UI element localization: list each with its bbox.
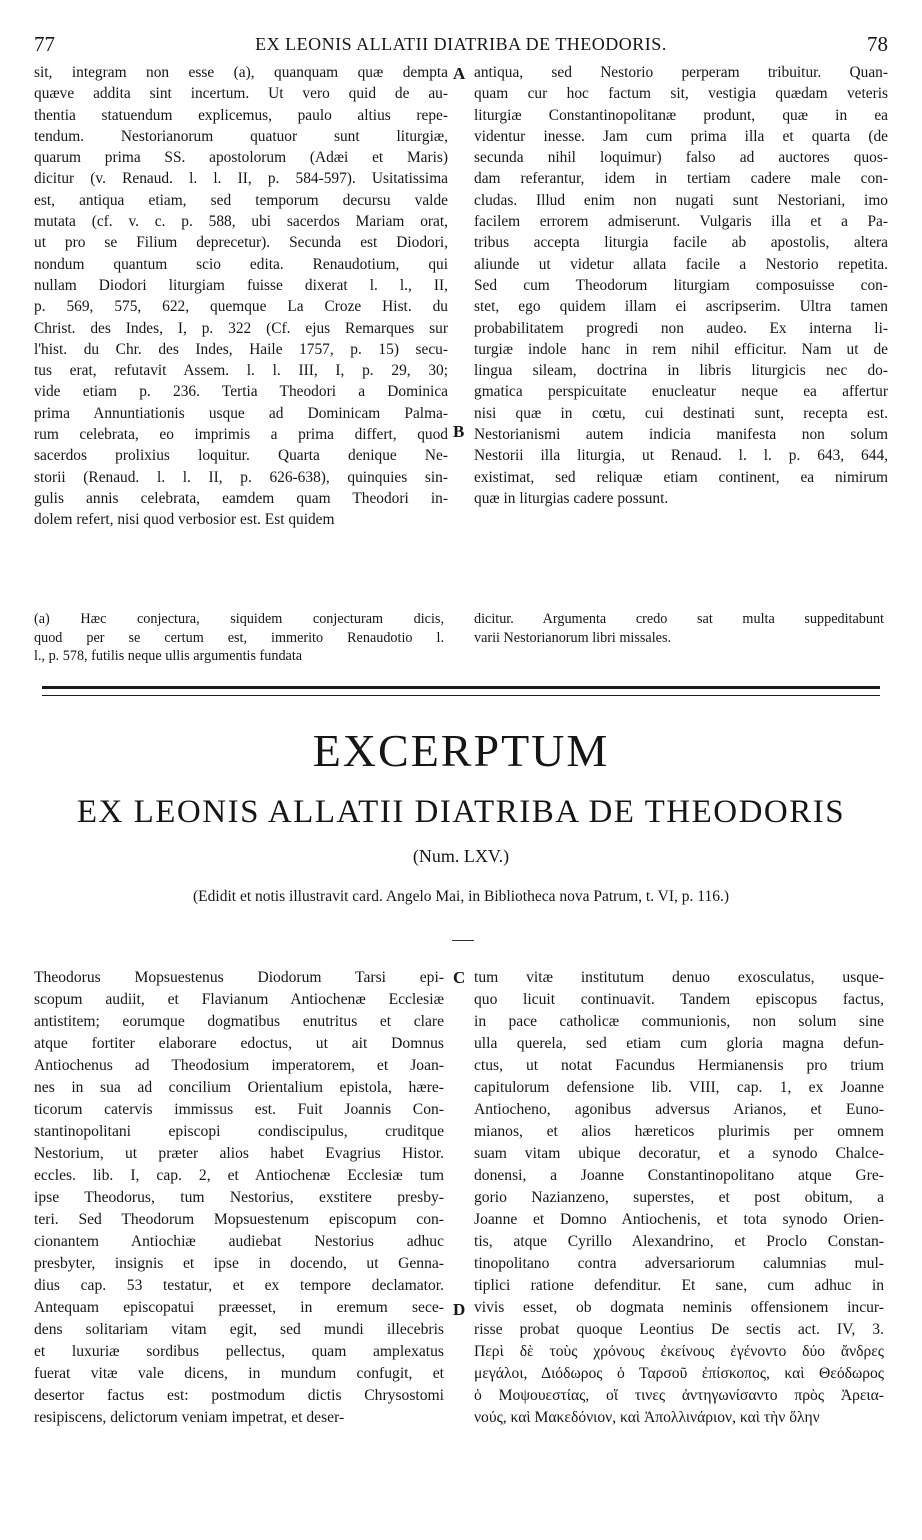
text-line: atque fortiter elaborare edoctus, ut ait Domnus [34,1035,444,1052]
text-line: in pace catholicæ communionis, non solum sine [474,1013,884,1030]
text-line: quæve addita sint incertum. Ut vero quid de au- [34,85,448,103]
text-line: cludas. Illud enim non nugati sunt Nestoriani, imo [474,191,888,209]
text-line: ulla querela, sed etiam cum gloria magna defun- [474,1035,884,1052]
text-line: thentia statuendum explicemus, paulo altius repe- [34,106,448,124]
text-line: resipiscens, delictorum veniam impetrat, et deser- [34,1409,345,1426]
section-subtitle: EX LEONIS ALLATII DIATRIBA DE THEODORIS [76,794,846,830]
text-line: dicitur. Argumenta credo sat multa suppeditabunt [474,611,884,627]
text-line: quo licuit continuavit. Tandem episcopus factus, [474,991,884,1008]
text-line: suam vitam ubique decoratur, et a synodo Chalce- [474,1145,884,1162]
text-line: p. 569, 575, 622, quemque La Croze Hist. du [34,298,448,316]
section-number: (Num. LXV.) [412,846,510,866]
text-line: l'hist. du Chr. des Indes, Haile 1757, p. 15) secu- [34,340,448,358]
text-line: antiqua, sed Nestorio perperam tribuitur. Quan- [474,64,888,81]
text-line: Antequam episcopatui præesset, in eremum sece- [34,1299,444,1316]
text-line: quarum prima SS. apostolorum (Adæi et Maris) [34,149,448,167]
text-line: dam referantur, idem in tertiam cadere male con- [474,170,888,188]
text-line: dius cap. 53 testatur, et ex tempore declamator. [34,1277,444,1294]
text-line: ctus, ut notat Facundus Hermianensis pro trium [474,1057,884,1074]
running-title: EX LEONIS ALLATII DIATRIBA DE THEODORIS. [255,34,667,54]
text-line: l., p. 578, futilis neque ullis argumentis fundata [34,648,303,664]
text-line: capitulorum defensione lib. VIII, cap. 1, ex Joanne [474,1079,884,1096]
text-line: ticorum catervis immissus est. Fuit Joannis Con- [34,1101,444,1118]
text-line: secunda nihil loquimur) falso ad auctores quos- [474,149,888,167]
text-line: desertor factus est: postmodum dictis Chrysostomi [34,1387,444,1404]
text-line: stantinopolitani episcopi condiscipulus, cruditque [34,1123,444,1140]
text-line: Nestorii illa liturgia, ut Renaud. l. l. p. 643, 644, [474,447,888,465]
running-header [34,32,888,58]
text-line: vide etiam p. 236. Tertia Theodori a Dominica [34,383,448,401]
footnote-right [474,610,884,647]
text-line: stet, ego quidem illam ei ascripserim. Ultra tamen [474,298,888,316]
text-line: varii Nestorianorum libri missales. [474,629,672,646]
text-line: antistitem; eorumque dogmatibus enutritus et clare [34,1013,444,1030]
text-line: lingua sileam, doctrina in libris liturgicis nec do- [474,362,888,380]
margin-letter-d: D [453,1300,466,1319]
text-line: Nestorium, ut præter alios habet Evagrius Histor. [34,1145,444,1162]
text-line: cionantem Antiochiæ audiebat Nestorius adhuc [34,1233,444,1250]
text-line: fuerat vitæ vale dicens, in mundum confugit, et [34,1365,444,1382]
margin-letter-c: C [453,968,466,987]
text-line: Antiocheno, agonibus adversus Arianos, et Euno- [474,1101,884,1118]
text-line: tum vitæ institutum denuo exosculatus, usque- [474,969,884,986]
text-line: νούς, καὶ Μακεδόνιον, καὶ Ἀπολλινάριον, καὶ τὴν ὅλην [474,1409,820,1426]
text-line: aliunde ut videtur allata facile a Nestorio repetita. [474,255,888,273]
text-line: mutata (cf. v. c. p. 588, ubi sacerdos Mariam orat, [34,213,448,231]
text-line: quam cur hoc factum sit, vestigia quædam veteris [474,85,888,103]
margin-letter-b: B [453,422,465,441]
text-line: sit, integram non esse (a), quanquam quæ dempta [34,64,448,81]
text-line: facilem errorem admiserunt. Vulgaris illa et a Pa- [474,213,888,231]
text-line: existimat, sed reliquæ etiam continent, ea nimirum [474,468,888,486]
text-line: storii (Renaud. l. l. II, p. 626-638), quinquies sin- [34,468,448,486]
text-line: nullam Diodori liturgiam fuisse dixerat l. l., II, [34,276,448,294]
text-line: teri. Sed Theodorum Mopsuestenum episcopum con- [34,1211,444,1228]
short-rule [452,940,474,941]
text-line: μεγάλοι, Διόδωρος ὁ Ταρσοῦ ἐπίσκοπος, καὶ Θεόδωρος [474,1365,884,1382]
text-line: Theodorus Mopsuestenus Diodorum Tarsi epi- [34,969,444,986]
text-line: Joanne et Domno Antiochenis, et tota synodo Orien- [474,1211,884,1228]
page-number-left: 77 [34,32,55,56]
text-line: presbyter, insignis et ipse in docendo, ut Genna- [34,1255,444,1272]
text-line: sacerdos prolixius loquitur. Quarta denique Ne- [34,447,448,465]
text-line: dicitur (v. Renaud. l. l. II, p. 584-597). Usitatissima [34,170,448,188]
text-line: probabilitatem progredi non audeo. Ex interna li- [474,319,888,337]
footnote-left [34,610,444,666]
text-line: eccles. lib. I, cap. 2, et Antiochenæ Ecclesiæ tum [34,1167,444,1184]
text-line: rum celebrata, eo imprimis a prima differt, quod [34,426,448,444]
page-number-right: 78 [867,32,888,56]
text-line: ut pro se Filium deprecetur). Secunda est Diodori, [34,234,448,252]
text-line: tis, atque Cyrillo Alexandrino, et Proclo Constan- [474,1233,884,1250]
text-line: Περὶ δὲ τοὺς χρόνους ἐκείνους ἐγένοντο δύο ἄνδρες [474,1343,884,1360]
text-line: scopum audiit, et Flavianum Antiochenæ Ecclesiæ [34,991,444,1008]
text-line: Christ. des Indes, I, p. 322 (Cf. ejus Remarques sur [34,319,448,337]
text-line: tiplici ratione defenditur. Et sane, cum adhuc in [474,1277,884,1294]
text-line: gorio Nazianzeno, superstes, et post obitum, a [474,1189,884,1206]
lower-left-column [34,967,444,1429]
text-line: et luxuriæ sordibus pellectus, quam amplexatus [34,1343,444,1360]
text-line: tinopolitano contra adversariorum calumnias mul- [474,1255,884,1272]
text-line: nes in sua ad concilium Orientalium epistola, hære- [34,1079,444,1096]
text-line: dolem refert, nisi quod verbosior est. Est quidem [34,511,335,529]
text-line: gulis annis celebrata, eamdem quam Theodori in- [34,489,448,507]
upper-right-column [474,62,888,509]
section-title: EXCERPTUM [312,725,610,776]
text-line: quæ in liturgias cadere possunt. [474,489,669,507]
text-line: liturgiæ Constantinopolitanæ produnt, quæ in ea [474,106,888,124]
text-line: prima Annuntiationis usque ad Dominicam Palma- [34,404,448,422]
text-line: risse probat quoque Leontius De sectis act. IV, 3. [474,1321,884,1338]
text-line: ipse Theodorus, tum Nestorius, exstitere presby- [34,1189,444,1206]
text-line: mianos, et alios hæreticos plurimis per omnem [474,1123,884,1140]
text-line: turgiæ indole hanc in rem nihil efficitur. Nam ut de [474,340,888,358]
lower-right-column [474,967,884,1429]
text-line: ὁ Μοψουεστίας, οἵ τινες ἀντηγωνίσαντο πρὸς Ἀρεια- [474,1387,884,1404]
text-line: tendum. Nestorianorum quatuor sunt liturgiæ, [34,127,448,145]
text-line: videntur inesse. Jam cum prima illa et quarta (de [474,127,888,145]
text-line: dens solitariam vitam egit, sed mundi illecebris [34,1321,444,1338]
text-line: est, antiqua etiam, sed temporum decursu valde [34,191,448,209]
margin-letter-a: A [453,64,466,83]
section-divider [42,686,880,696]
text-line: Sed cum Theodorum liturgiam composuisse con- [474,276,888,294]
text-line: (a) Hæc conjectura, siquidem conjecturam dicis, [34,611,444,627]
text-line: gmatica perspicuitate enucleatur neque ea affertur [474,383,888,401]
text-line: nondum quantum scio edita. Renaudotium, qui [34,255,448,273]
text-line: tribus accepta liturgia facile ab apostolis, altera [474,234,888,252]
text-line: quod per se certum est, immerito Renaudotio l. [34,629,444,646]
text-line: tus erat, refutavit Assem. l. l. III, I, p. 29, 30; [34,362,448,380]
edition-note: (Edidit et notis illustravit card. Angelo Mai, in Bibliotheca nova Patrum, t. VI, p. 116.) [193,888,729,905]
text-line: donensi, a Joanne Constantinopolitano atque Gre- [474,1167,884,1184]
text-line: Nestorianismi autem indicia manifesta non solum [474,426,888,444]
text-line: vivis esset, ob dogmata neminis offensionem incur- [474,1299,884,1316]
upper-left-column [34,62,448,531]
text-line: nisi quæ in cœtu, cui destinati sunt, recepta est. [474,404,888,422]
text-line: Antiochenus ad Theodosium imperatorem, et Joan- [34,1057,444,1074]
